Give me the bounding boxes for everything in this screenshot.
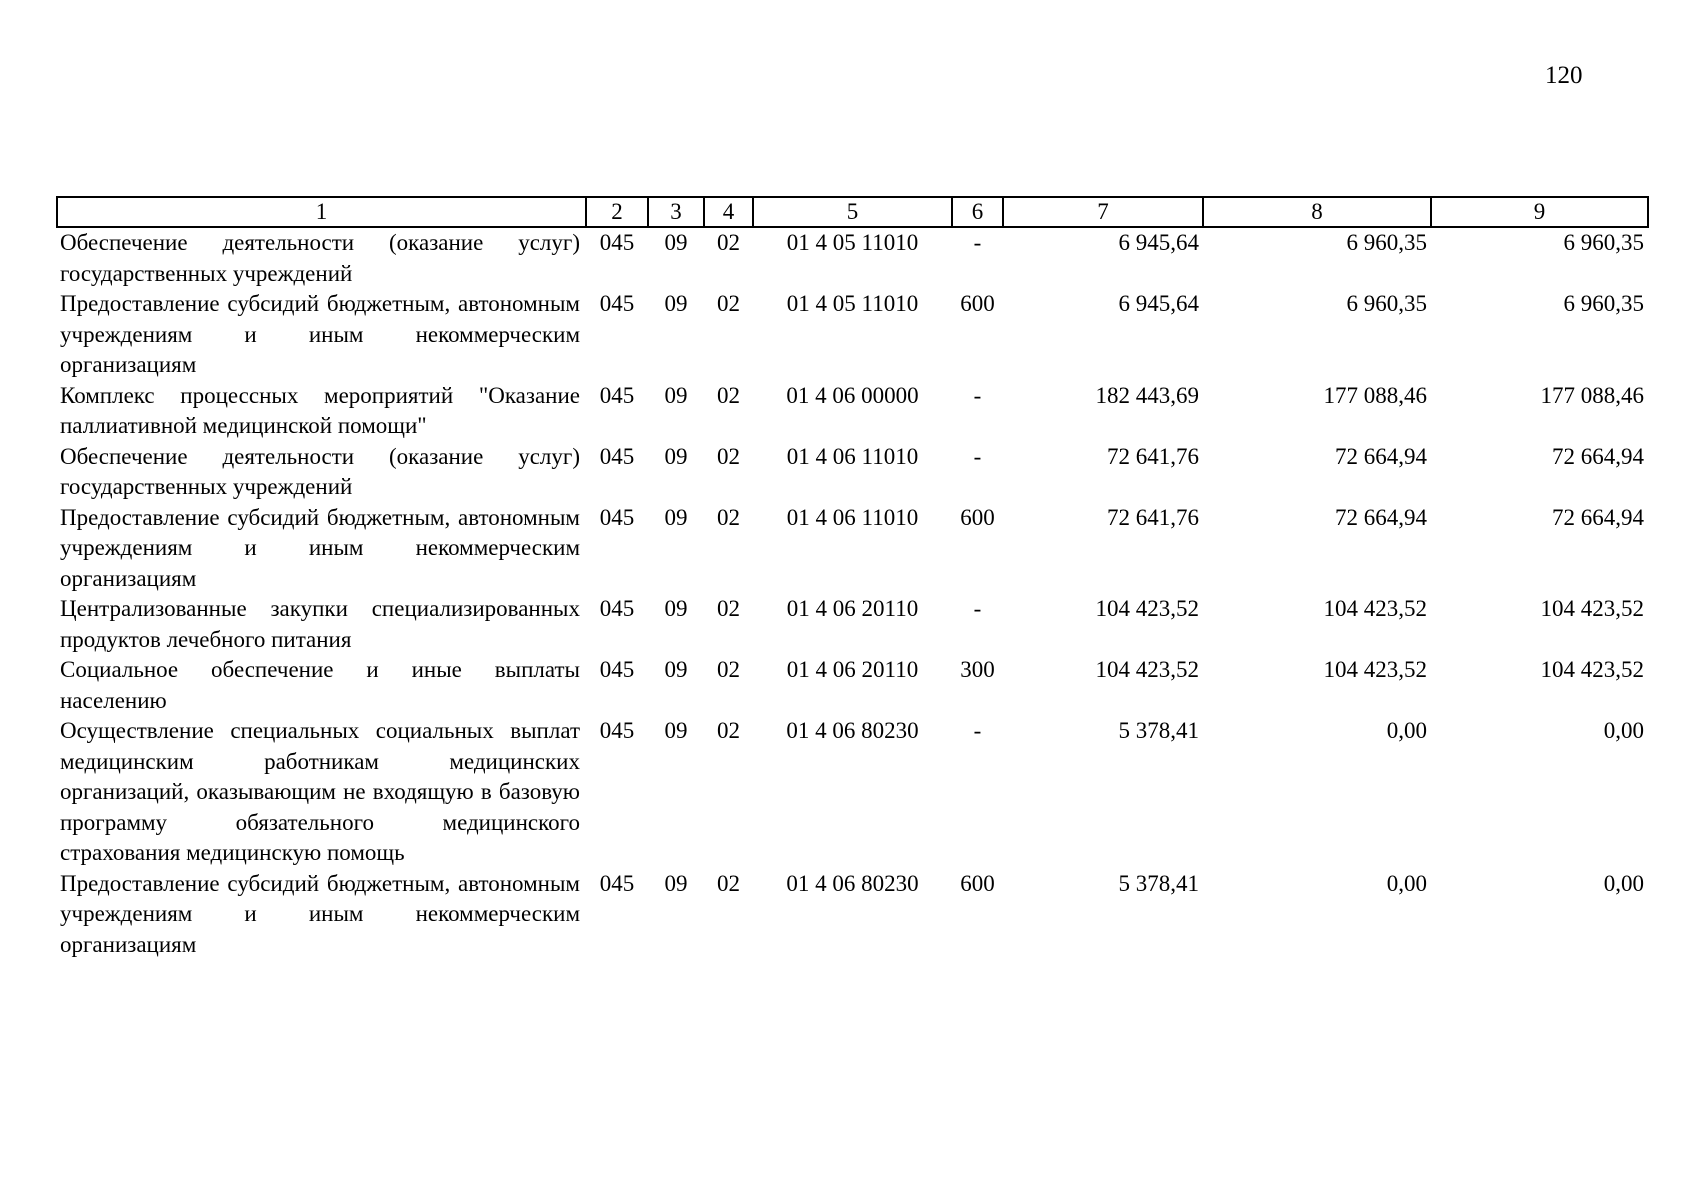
header-cell-7: 7 [1003,197,1203,227]
header-cell-4: 4 [704,197,753,227]
row-subsection-code: 02 [717,718,740,743]
row-amount-col8: 6 960,35 [1346,291,1427,316]
row-grbs-code: 045 [599,443,635,469]
row-amount-col7: 5 378,41 [1118,718,1199,743]
table-row [57,716,1648,869]
header-row [57,197,1648,227]
row-target-article-code: 01 4 06 80230 [786,870,919,896]
row-description: Централизованные закупки специализированных продуктов лечебного питания [60,596,580,652]
row-target-article-code: 01 4 05 11010 [786,291,919,316]
row-amount-col8: 0,00 [1386,870,1427,896]
row-amount-col8: 177 088,46 [1323,382,1427,408]
table-row [57,289,1648,381]
row-amount-col9: 6 960,35 [1563,230,1644,255]
row-subsection-code: 02 [717,596,740,621]
row-amount-col7: 5 378,41 [1118,870,1199,896]
row-expense-type-code: 600 [960,291,995,316]
header-cell-9: 9 [1431,197,1648,227]
row-amount-col9: 0,00 [1603,870,1644,896]
row-amount-col7: 72 641,76 [1107,504,1199,530]
header-cell-8: 8 [1203,197,1431,227]
row-description: Обеспечение деятельности (оказание услуг) государственных учреждений [60,230,580,286]
row-grbs-code: 045 [599,291,635,316]
row-grbs-code: 045 [599,870,635,896]
table-row [57,381,1648,442]
budget-table [56,196,1649,960]
row-amount-col9: 0,00 [1603,718,1644,743]
row-target-article-code: 01 4 05 11010 [786,230,919,255]
row-section-code: 09 [664,230,688,255]
row-description: Предоставление субсидий бюджетным, автономным учреждениям и иным некоммерческим организациям [60,504,580,591]
row-grbs-code: 045 [599,718,635,743]
row-amount-col7: 6 945,64 [1118,230,1199,255]
row-description: Обеспечение деятельности (оказание услуг) государственных учреждений [60,443,580,499]
header-cell-5: 5 [753,197,952,227]
table-row [57,655,1648,716]
row-expense-type-code: - [973,718,982,743]
row-amount-col9: 6 960,35 [1563,291,1644,316]
row-subsection-code: 02 [717,382,740,408]
header-cell-1: 1 [57,197,586,227]
row-amount-col8: 104 423,52 [1323,657,1427,682]
row-target-article-code: 01 4 06 00000 [786,382,919,408]
table-row [57,869,1648,961]
row-subsection-code: 02 [717,291,740,316]
row-target-article-code: 01 4 06 20110 [786,596,919,621]
row-section-code: 09 [664,504,688,530]
row-target-article-code: 01 4 06 20110 [786,657,919,682]
row-section-code: 09 [664,382,688,408]
table-row [57,442,1648,503]
header-cell-6: 6 [952,197,1003,227]
row-amount-col7: 6 945,64 [1118,291,1199,316]
row-section-code: 09 [664,657,688,682]
row-amount-col9: 177 088,46 [1540,382,1644,408]
row-amount-col7: 104 423,52 [1095,596,1199,621]
row-amount-col8: 104 423,52 [1323,596,1427,621]
row-amount-col9: 72 664,94 [1552,443,1644,469]
row-amount-col9: 72 664,94 [1552,504,1644,530]
row-subsection-code: 02 [717,657,740,682]
row-description: Комплекс процессных мероприятий "Оказание паллиативной медицинской помощи" [60,382,580,438]
header-cell-2: 2 [586,197,648,227]
row-subsection-code: 02 [717,870,740,896]
row-target-article-code: 01 4 06 11010 [786,443,919,469]
table-row [57,227,1648,289]
row-amount-col8: 0,00 [1386,718,1427,743]
row-amount-col8: 6 960,35 [1346,230,1427,255]
row-expense-type-code: 600 [960,504,995,530]
header-cell-3: 3 [648,197,704,227]
row-subsection-code: 02 [717,504,740,530]
table-row [57,503,1648,595]
row-section-code: 09 [664,718,688,743]
row-section-code: 09 [664,596,688,621]
row-description: Осуществление специальных социальных выплат медицинским работникам медицинских организаций, оказывающим не входящую в базовую программу обязательного медицинского страхования медицинскую помощь [60,718,580,865]
row-amount-col7: 104 423,52 [1095,657,1199,682]
row-description: Предоставление субсидий бюджетным, автономным учреждениям и иным некоммерческим организациям [60,870,580,957]
row-expense-type-code: - [973,443,982,469]
row-target-article-code: 01 4 06 80230 [786,718,919,743]
row-amount-col8: 72 664,94 [1335,504,1427,530]
row-section-code: 09 [664,291,688,316]
row-description: Социальное обеспечение и иные выплаты населению [60,657,580,713]
row-expense-type-code: 300 [960,657,995,682]
row-amount-col8: 72 664,94 [1335,443,1427,469]
row-grbs-code: 045 [599,230,635,255]
row-description: Предоставление субсидий бюджетным, автономным учреждениям и иным некоммерческим организациям [60,291,580,377]
row-grbs-code: 045 [599,657,635,682]
table-row [57,594,1648,655]
row-subsection-code: 02 [717,443,740,469]
row-target-article-code: 01 4 06 11010 [786,504,919,530]
row-amount-col9: 104 423,52 [1540,657,1644,682]
row-section-code: 09 [664,870,688,896]
row-grbs-code: 045 [599,596,635,621]
row-expense-type-code: - [973,596,982,621]
row-amount-col9: 104 423,52 [1540,596,1644,621]
page-number: 120 [1545,62,1583,89]
row-section-code: 09 [664,443,688,469]
row-expense-type-code: - [973,382,982,408]
row-amount-col7: 182 443,69 [1095,382,1199,408]
row-expense-type-code: - [973,230,982,255]
row-amount-col7: 72 641,76 [1107,443,1199,469]
row-subsection-code: 02 [717,230,740,255]
row-grbs-code: 045 [599,382,635,408]
row-expense-type-code: 600 [960,870,995,896]
row-grbs-code: 045 [599,504,635,530]
